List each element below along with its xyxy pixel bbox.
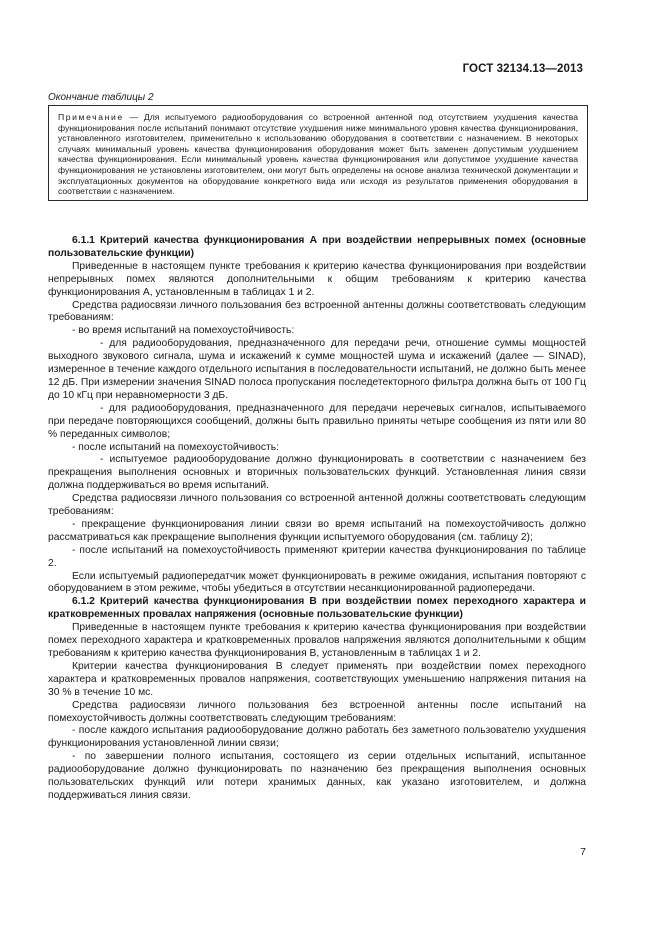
note-box <box>48 105 588 201</box>
note-label: Примечание <box>58 112 124 122</box>
paragraph: - после каждого испытания радиооборудование должно работать без заметного пользователю ухудшения функционирования установленной линии связи; <box>48 725 586 750</box>
section-heading: 6.1.2 Критерий качества функционирования В при воздействии помех переходного характера и кратковременных провалах напряжения (основные пользовательские функции) <box>48 596 586 621</box>
document-code: ГОСТ 32134.13—2013 <box>462 63 583 75</box>
paragraph: - после испытаний на помехоустойчивость применяют критерии качества функционирования по таблице 2. <box>48 544 586 569</box>
paragraph: - по завершении полного испытания, состоящего из серии отдельных испытаний, испытанное радиооборудование должно функционировать по назначению без прекращения выполнения основных пользовательских функций или потери хранимых данных, как указано изготовителем, и должна поддерживаться линия связи. <box>48 751 586 801</box>
paragraph: Средства радиосвязи личного пользования со встроенной антенной должны соответствовать следующим требованиям: <box>48 493 586 518</box>
section-heading: 6.1.1 Критерий качества функционирования А при воздействии непрерывных помех (основные пользовательские функции) <box>48 235 586 259</box>
paragraph: - во время испытаний на помехоустойчивость: <box>72 325 295 337</box>
page-number: 7 <box>580 846 586 858</box>
paragraph: - для радиооборудования, предназначенного для передачи неречевых сигналов, испытываемого при передаче повторяющихся сообщений, должны быть правильно приняты четыре сообщения из пяти или 80 % переданных символов; <box>48 402 586 440</box>
body-text <box>48 235 586 803</box>
paragraph: Если испытуемый радиопередатчик может функционировать в режиме ожидания, испытания повторяют с оборудованием в этом режиме, чтобы убедиться в отсутствии несанкционированной радиопередачи. <box>48 570 586 595</box>
note-text: — Для испытуемого радиооборудования со встроенной антенной под отсутствием ухудшения качества функционирования после испытаний понимают отсутствие ухудшения ниже минимального уровня качества функционирования, установленного изготовителем, применительно к использованию оборудования в соответствии с назначением. В некоторых случаях минимальный уровень качества функционирования оборудования может быть заменен допустимым ухудшением качества функционирования. Если минимальный уровень качества функционирования или допустимое ухудшение качества функционирования не установлены изготовителем, они могут быть определены на основе анализа технической документации и эксплуатационных документов на оборудование конкретного вида или исходя из результатов применения оборудования в соответствии с назначением. <box>58 112 578 197</box>
paragraph: - испытуемое радиооборудование должно функционировать в соответствии с назначением без прекращения выполнения основных и вторичных пользовательских функций. Установленная линия связи должна поддерживаться во время испытаний. <box>48 454 586 492</box>
paragraph: Приведенные в настоящем пункте требования к критерию качества функционирования при воздействии помех переходного характера и кратковременных провалов напряжения являются дополнительными к общим требованиям к критерию качества функционирования В, установленным в таблицах 1 и 2. <box>48 622 586 659</box>
paragraph: - после испытаний на помехоустойчивость: <box>72 441 279 453</box>
paragraph: Критерии качества функционирования В следует применять при воздействии помех переходного характера и кратковременных провалов напряжения, соответствующих уменьшению напряжения питания на 30 % в течение 10 мс. <box>48 660 586 698</box>
paragraph: Средства радиосвязи личного пользования без встроенной антенны должны соответствовать следующим требованиям: <box>48 299 586 324</box>
paragraph: - прекращение функционирования линии связи во время испытаний на помехоустойчивость должно рассматриваться как прекращение выполнения функции испытуемого оборудования (см. таблицу 2); <box>48 518 586 543</box>
paragraph: Приведенные в настоящем пункте требования к критерию качества функционирования при воздействии непрерывных помех являются дополнительными к общим требованиям к критерию качества функционирования А, установленным в таблицах 1 и 2. <box>48 260 586 298</box>
paragraph: Средства радиосвязи личного пользования без встроенной антенны после испытаний на помехоустойчивость должны соответствовать следующим требованиям: <box>48 699 586 724</box>
table-continuation-caption: Окончание таблицы 2 <box>48 92 154 103</box>
paragraph: - для радиооборудования, предназначенного для передачи речи, отношение суммы мощностей выходного звукового сигнала, шума и искажений к сумме мощностей шума и искажений (далее — SINAD), измеренное в течение каждого отдельного испытания в последовательности испытаний, не должно быть менее 12 дБ. При измерении значения SINAD полоса пропускания последетекторного фильтра должна быть от 100 Гц до 10 кГц при неравномерности 3 дБ. <box>48 338 586 401</box>
